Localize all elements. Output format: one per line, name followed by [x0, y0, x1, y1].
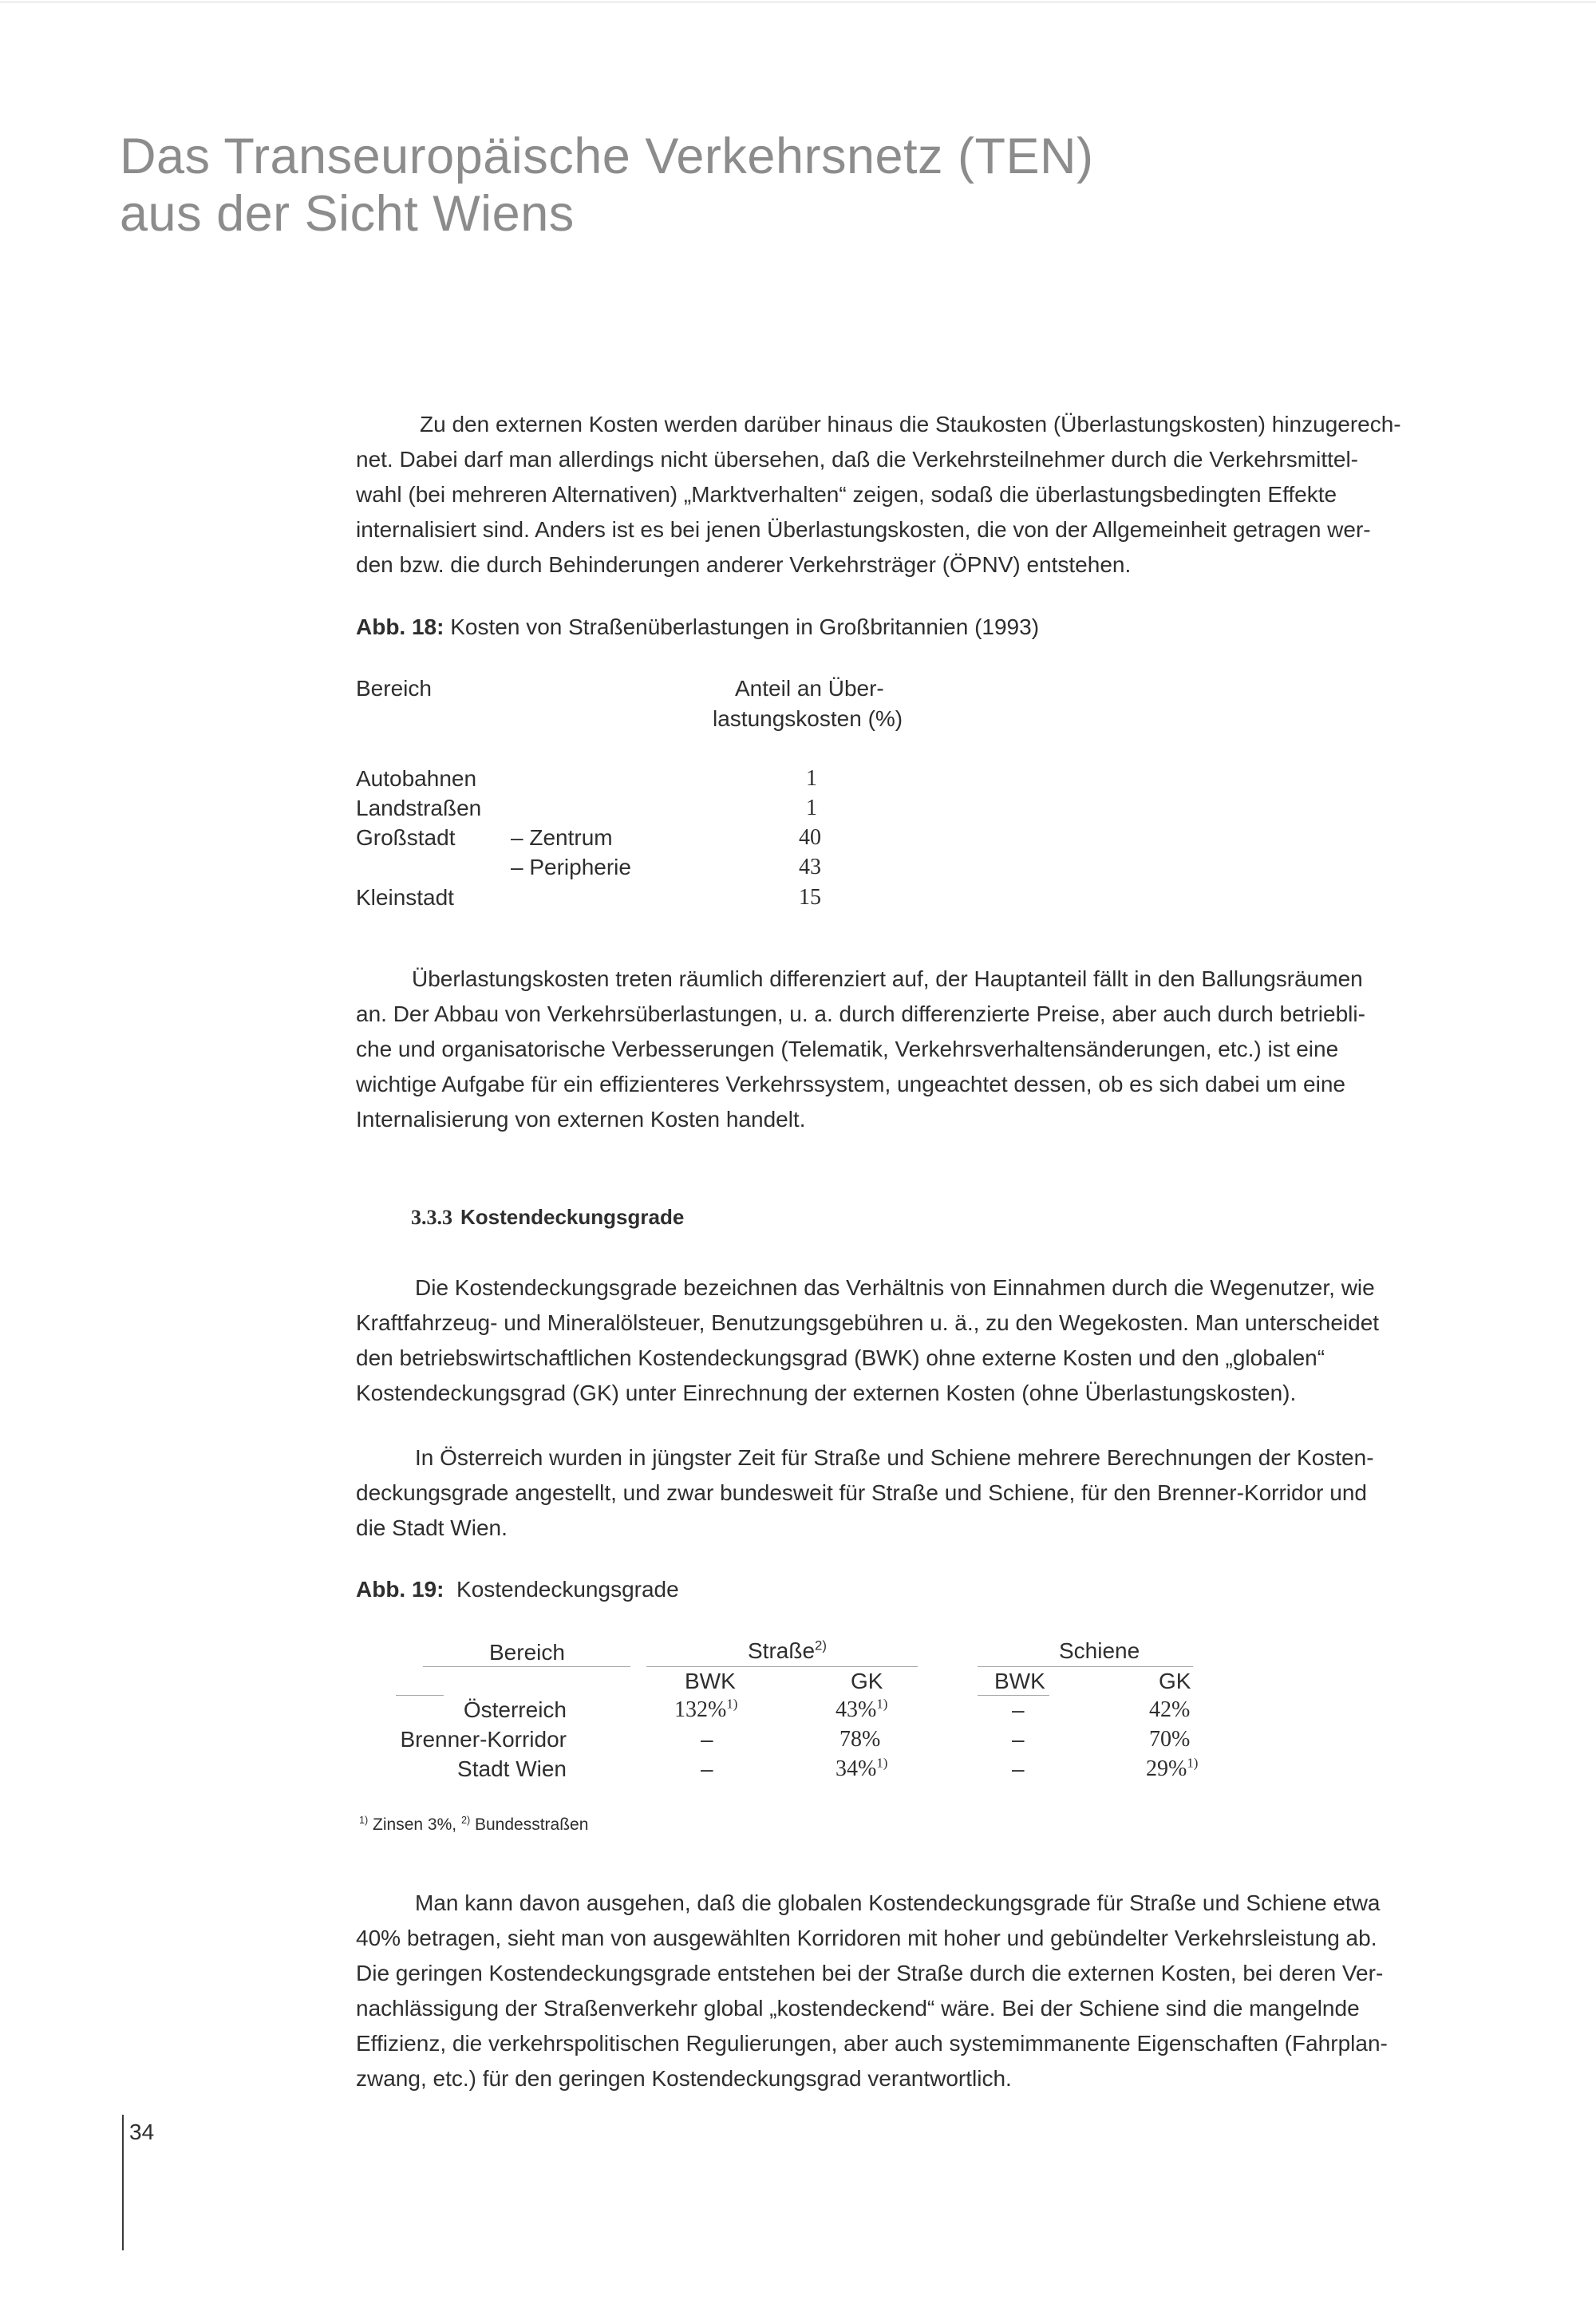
text-line: Zu den externen Kosten werden darüber hinaus die Staukosten (Überlastungskosten) hinzugerech-: [420, 412, 1401, 437]
fig18-header-share-1: Anteil an Über-: [735, 676, 884, 701]
value: 43%: [836, 1697, 877, 1722]
fig19-rail-bwk: –: [1012, 1756, 1025, 1781]
fig18-row-sub: – Zentrum: [511, 825, 613, 850]
fig18-row-value: 1: [806, 766, 817, 791]
text-line: an. Der Abbau von Verkehrsüberlastungen, u. a. durch differenzierte Preise, aber auch durch betriebli-: [356, 1001, 1365, 1026]
fig19-header-road: [748, 1636, 827, 1665]
fig19-road-gk: [839, 1724, 880, 1754]
fig18-row-area: Landstraßen: [356, 796, 482, 820]
footnote-2-mark: 2): [460, 1815, 471, 1826]
figure-19-title: Kostendeckungsgrade: [456, 1577, 679, 1602]
text-line: den bzw. die durch Behinderungen anderer Verkehrsträger (ÖPNV) entstehen.: [356, 552, 1132, 577]
footnote-mark: 1): [1187, 1755, 1199, 1771]
footnote-mark: 1): [726, 1696, 738, 1712]
page-title: [120, 128, 1094, 243]
fig18-header-share-2: lastungskosten (%): [713, 706, 903, 731]
title-line-2: aus der Sicht Wiens: [120, 186, 575, 243]
text-line: die Stadt Wien.: [356, 1515, 508, 1540]
figure-18-title: Kosten von Straßenüberlastungen in Großbritannien (1993): [450, 614, 1040, 639]
text-line: Man kann davon ausgehen, daß die globalen Kostendeckungsgrade für Straße und Schiene etwa: [415, 1890, 1381, 1915]
fig18-row-area: Großstadt: [356, 825, 456, 850]
text-line: In Österreich wurden in jüngster Zeit für Straße und Schiene mehrere Berechnungen der Kosten-: [415, 1445, 1374, 1470]
footnote-2-text: Bundesstraßen: [475, 1815, 589, 1834]
text-line: che und organisatorische Verbesserungen (Telematik, Verkehrsverhaltensänderungen, etc.) ist eine: [356, 1037, 1339, 1061]
fig19-row-area: Brenner-Korridor: [400, 1727, 567, 1752]
fig19-row-area: Stadt Wien: [457, 1756, 567, 1781]
page-number: 34: [129, 2119, 155, 2144]
fig19-sub-rail-gk: GK: [1159, 1669, 1191, 1693]
text-line: net. Dabei darf man allerdings nicht übersehen, daß die Verkehrsteilnehmer durch die Verkehrsmittel-: [356, 447, 1358, 472]
fig19-road-bwk: –: [701, 1727, 713, 1752]
value: 29%: [1146, 1756, 1187, 1781]
fig19-header-rail: Schiene: [1059, 1638, 1140, 1663]
fig18-row-area: Autobahnen: [356, 766, 477, 791]
footnote-mark: 1): [876, 1696, 888, 1712]
text-line: Die geringen Kostendeckungsgrade entstehen bei der Straße durch die externen Kosten, bei deren Ver-: [356, 1961, 1384, 1985]
text-line: internalisiert sind. Anders ist es bei jenen Überlastungskosten, die von der Allgemeinheit getragen wer-: [356, 517, 1371, 542]
value: 70%: [1149, 1727, 1191, 1752]
value: 34%: [836, 1756, 877, 1781]
fig19-sub-rail-bwk: BWK: [994, 1669, 1045, 1693]
text-line: Kraftfahrzeug- und Mineralölsteuer, Benutzungsgebühren u. ä., zu den Wegekosten. Man unterscheidet: [356, 1310, 1380, 1335]
footnote-mark: 1): [876, 1755, 888, 1771]
fig19-row-area: Österreich: [463, 1697, 567, 1722]
figure-18-caption: [356, 614, 1039, 640]
text-line: deckungsgrade angestellt, und zwar bundesweit für Straße und Schiene, für den Brenner-Korridor und: [356, 1480, 1367, 1505]
fig19-road-bwk: –: [701, 1756, 713, 1781]
fig19-rail-bwk: –: [1012, 1727, 1025, 1752]
text-line: nachlässigung der Straßenverkehr global „kostendeckend“ wäre. Bei der Schiene sind die mangelnde: [356, 1996, 1360, 2021]
table-rule: [423, 1666, 630, 1667]
footnote-1-mark: 1): [359, 1815, 369, 1826]
fig19-rail-gk: [1149, 1695, 1190, 1724]
text-line: 40% betragen, sieht man von ausgewählten Korridoren mit hoher und gebündelter Verkehrsleistung ab.: [356, 1926, 1377, 1950]
text-line: wahl (bei mehreren Alternativen) „Marktverhalten“ zeigen, sodaß die überlastungsbedingten Effekte: [356, 482, 1337, 507]
figure-18-label: Abb. 18:: [356, 614, 444, 639]
fig19-rail-gk: [1146, 1754, 1198, 1784]
text-line: zwang, etc.) für den geringen Kostendeckungsgrad verantwortlich.: [356, 2066, 1012, 2091]
page-number-bar: [122, 2115, 124, 2250]
value: 42%: [1149, 1697, 1191, 1722]
fig19-rail-bwk: –: [1012, 1697, 1025, 1722]
figure-19-footnote: [359, 1815, 588, 1835]
section-number: 3.3.3: [411, 1206, 452, 1229]
fig19-road-gk: [836, 1695, 887, 1724]
fig19-road-bwk: [674, 1695, 737, 1724]
section-heading: [411, 1205, 684, 1230]
paragraph-4: [356, 1440, 1433, 1546]
fig18-row-value: 1: [806, 796, 817, 820]
fig19-sub-road-bwk: BWK: [685, 1669, 736, 1693]
value: 78%: [839, 1727, 881, 1752]
fig18-row-value: 43: [799, 855, 821, 879]
section-title: Kostendeckungsgrade: [460, 1205, 685, 1229]
text-line: Internalisierung von externen Kosten handelt.: [356, 1107, 806, 1132]
fig18-header-area: Bereich: [356, 676, 432, 701]
text-line: Kostendeckungsgrad (GK) unter Einrechnung der externen Kosten (ohne Überlastungskosten).: [356, 1381, 1297, 1405]
value: 132%: [674, 1697, 727, 1722]
text-line: den betriebswirtschaftlichen Kostendeckungsgrad (BWK) ohne externe Kosten und den „globalen“: [356, 1345, 1325, 1370]
fig18-row-value: 40: [799, 825, 821, 850]
paragraph-5: [356, 1886, 1433, 2096]
fig19-sub-road-gk: GK: [851, 1669, 883, 1693]
fig18-row-sub: – Peripherie: [511, 855, 631, 879]
fig19-header-area: Bereich: [489, 1640, 565, 1665]
text-line: Effizienz, die verkehrspolitischen Regulierungen, aber auch systemimmanente Eigenschaften (Fahrplan-: [356, 2031, 1388, 2056]
fig18-row-area: Kleinstadt: [356, 885, 454, 910]
text-line: Überlastungskosten treten räumlich differenziert auf, der Hauptanteil fällt in den Ballungsräumen: [412, 966, 1363, 991]
footnote-1-text: Zinsen 3%,: [373, 1815, 457, 1834]
text-line: wichtige Aufgabe für ein effizienteres Verkehrssystem, ungeachtet dessen, ob es sich dabei um eine: [356, 1072, 1345, 1096]
title-line-1: Das Transeuropäische Verkehrsnetz (TEN): [120, 128, 1094, 184]
fig18-row-value: 15: [799, 885, 821, 910]
paragraph-1: [356, 407, 1433, 583]
figure-19-caption: [356, 1577, 679, 1602]
fig19-road-label: Straße: [748, 1638, 816, 1663]
fig19-road-gk: [836, 1754, 887, 1784]
fig19-road-sup: 2): [815, 1638, 827, 1653]
fig19-rail-gk: [1149, 1724, 1190, 1754]
paragraph-2: [356, 962, 1433, 1137]
figure-19-label: Abb. 19:: [356, 1577, 444, 1602]
text-line: Die Kostendeckungsgrade bezeichnen das Verhältnis von Einnahmen durch die Wegenutzer, wie: [415, 1275, 1375, 1300]
paragraph-3: [356, 1270, 1433, 1411]
